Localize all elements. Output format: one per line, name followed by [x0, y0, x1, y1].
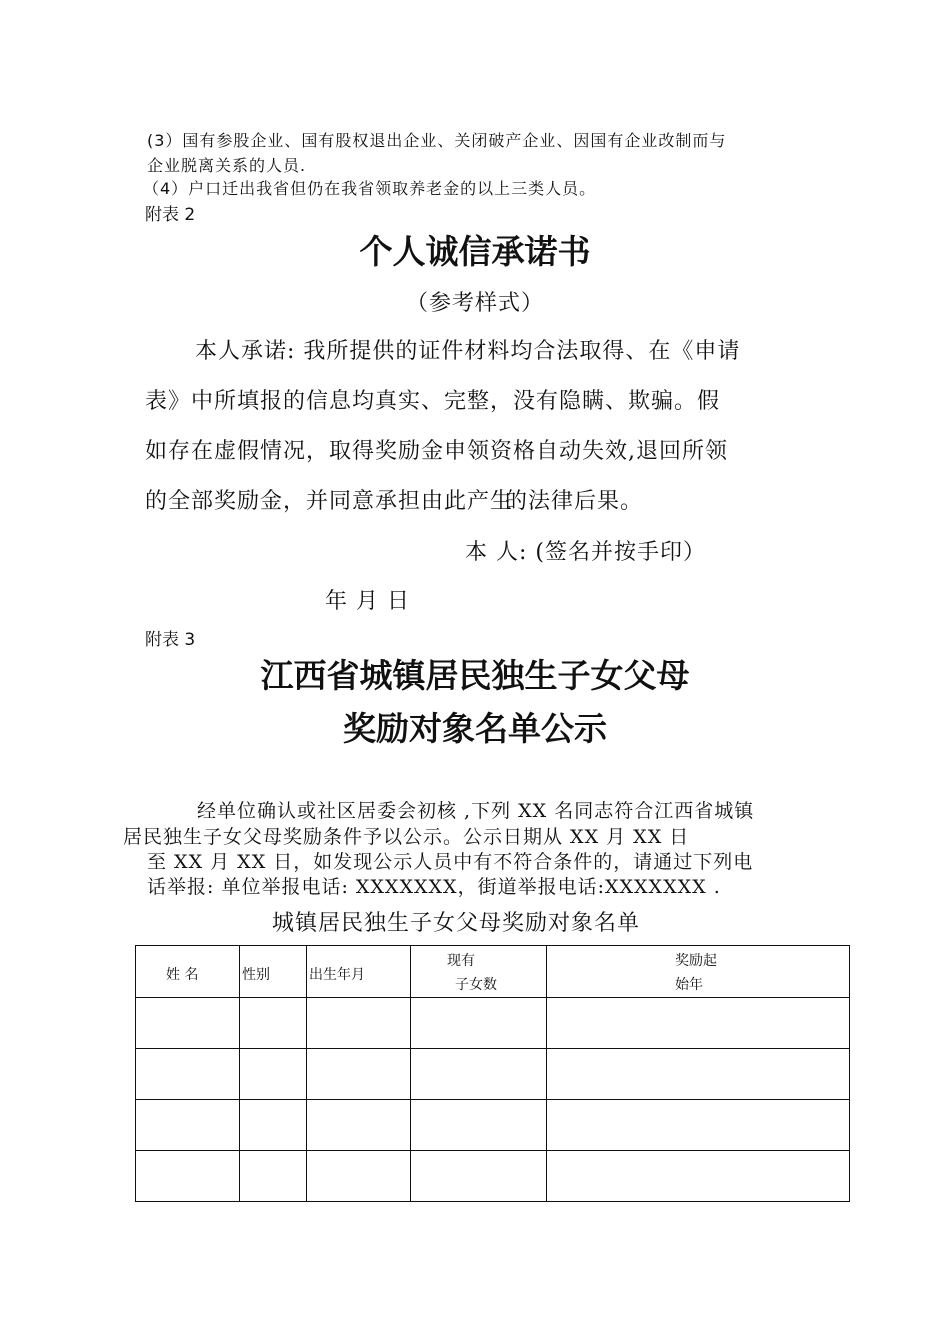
header-birth	[307, 946, 411, 998]
appendix-3-title-line-1: 江西省城镇居民独生子女父母	[260, 656, 690, 695]
table-cell	[547, 1151, 850, 1202]
header-gender-text: 性别	[242, 967, 270, 983]
table-row	[136, 1151, 850, 1202]
table-cell	[547, 1049, 850, 1100]
header-reward-start	[547, 946, 850, 998]
table-caption: 城镇居民独生子女父母奖励对象名单	[272, 911, 641, 936]
table-cell	[307, 1100, 411, 1151]
pledge-line-4: 的全部奖励金，并同意承担由此产生	[145, 489, 514, 514]
table-cell	[136, 1049, 240, 1100]
item-3-line-1: (3）国有参股企业、国有股权退出企业、关闭破产企业、因国有企业改制而与	[147, 131, 727, 150]
header-gender	[240, 946, 307, 998]
notice-line-4: 话举报: 单位举报电话: XXXXXXX，街道举报电话:XXXXXXX .	[147, 876, 721, 898]
table-cell	[136, 1100, 240, 1151]
table-cell	[411, 998, 547, 1049]
appendix-2-title: 个人诚信承诺书	[359, 232, 591, 271]
date-line: 年 月 日	[325, 589, 410, 614]
header-children-text-a: 现有	[447, 953, 475, 969]
notice-line-1: 经单位确认或社区居委会初核 ,下列 XX 名同志符合江西省城镇	[197, 800, 755, 822]
table-row	[136, 998, 850, 1049]
header-children-text-b: 子女数	[455, 977, 497, 993]
table-cell	[136, 1151, 240, 1202]
table-row	[136, 1100, 850, 1151]
table-cell	[136, 998, 240, 1049]
table-cell	[411, 1151, 547, 1202]
item-4: （4）户口迁出我省但仍在我省领取养老金的以上三类人员。	[143, 179, 597, 198]
header-name-text: 姓 名	[166, 967, 199, 983]
table-cell	[547, 998, 850, 1049]
reward-roster-table	[135, 945, 850, 1202]
table-cell	[411, 1049, 547, 1100]
header-children	[411, 946, 547, 998]
table-cell	[307, 1049, 411, 1100]
table-cell	[240, 1100, 307, 1151]
signature-line: 本 人: (签名并按手印）	[465, 540, 706, 565]
appendix-3-title-line-2: 奖励对象名单公示	[343, 709, 607, 748]
pledge-line-2: 表》中所填报的信息均真实、完整，没有隐瞒、欺骗。假	[145, 389, 721, 414]
table-cell	[547, 1100, 850, 1151]
pledge-line-1: 本人承诺: 我所提供的证件材料均合法取得、在《申请	[195, 339, 741, 364]
table-cell	[307, 998, 411, 1049]
appendix-2-subtitle: （参考样式）	[405, 291, 544, 316]
header-name	[136, 946, 240, 998]
appendix-3-label: 附表 3	[145, 630, 196, 650]
notice-line-2: 居民独生子女父母奖励条件予以公示。公示日期从 XX 月 XX 日	[123, 826, 690, 848]
header-birth-text: 出生年月	[309, 967, 365, 983]
table-cell	[240, 998, 307, 1049]
pledge-line-4-end: 的法律后果。	[505, 489, 644, 514]
notice-line-3: 至 XX 月 XX 日，如发现公示人员中有不符合条件的，请通过下列电	[147, 851, 754, 873]
item-3-line-2: 企业脱离关系的人员.	[147, 156, 307, 175]
header-reward-text-b: 始年	[675, 977, 703, 993]
table-cell	[307, 1151, 411, 1202]
header-reward-text-a: 奖励起	[675, 953, 717, 969]
appendix-2-label: 附表 2	[145, 205, 196, 225]
table-header-row	[136, 946, 850, 998]
table-cell	[240, 1151, 307, 1202]
pledge-line-3: 如存在虚假情况，取得奖励金申领资格自动失效,退回所领	[145, 439, 728, 464]
table-cell	[411, 1100, 547, 1151]
table-cell	[240, 1049, 307, 1100]
table-row	[136, 1049, 850, 1100]
